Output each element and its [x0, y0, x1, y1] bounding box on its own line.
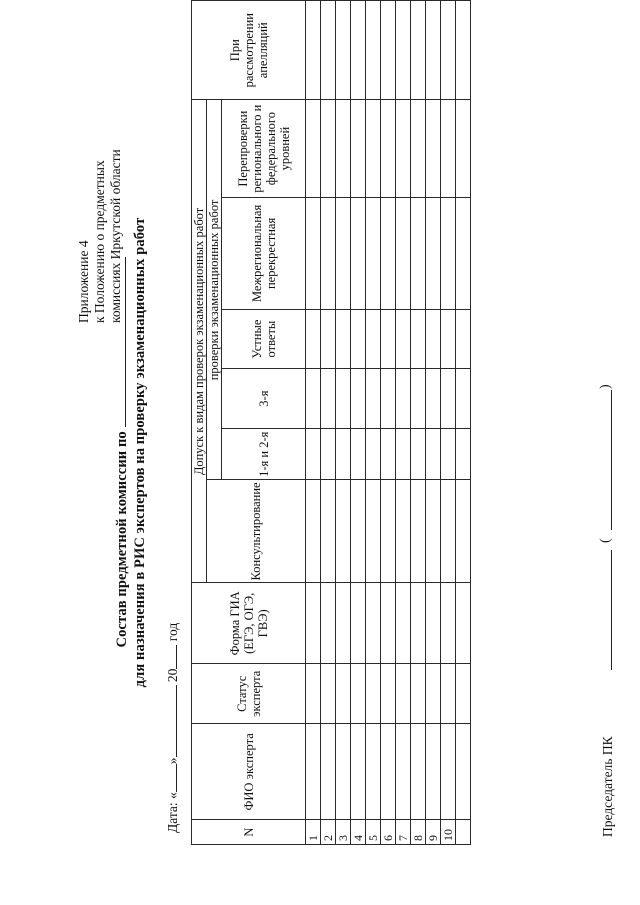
day-blank — [165, 764, 177, 792]
table-cell — [426, 480, 441, 583]
table-cell — [366, 100, 381, 197]
table-cell — [321, 369, 336, 429]
table-cell — [441, 197, 456, 309]
table-cell — [426, 309, 441, 368]
table-cell — [396, 664, 411, 724]
table-row — [321, 1, 336, 845]
table-cell — [306, 100, 321, 197]
table-cell — [306, 480, 321, 583]
col-header-checks: проверки экзаменационных работ — [207, 100, 222, 480]
row-number: 1 — [306, 820, 321, 845]
table-cell — [381, 197, 396, 309]
table-cell — [321, 1, 336, 100]
col-header-admission: Допуск к видам проверок экзаменационных работ — [192, 100, 207, 583]
table-cell — [411, 1, 426, 100]
table-cell — [396, 369, 411, 429]
col-header-rechecks: Перепроверки регионального и федерального уровней — [222, 100, 306, 197]
table-cell — [441, 1, 456, 100]
table-cell — [321, 197, 336, 309]
table-cell — [381, 309, 396, 368]
table-cell — [441, 583, 456, 664]
year-suffix: год — [165, 622, 180, 642]
table-cell — [366, 480, 381, 583]
table-cell — [321, 583, 336, 664]
table-cell — [396, 480, 411, 583]
signature-line — [611, 550, 612, 670]
table-cell — [351, 583, 366, 664]
table-cell — [411, 429, 426, 480]
table-row — [426, 1, 441, 845]
table-cell — [441, 429, 456, 480]
table-cell — [411, 197, 426, 309]
table-cell — [321, 664, 336, 724]
name-paren-close: ) — [598, 384, 613, 389]
table-cell — [306, 724, 321, 820]
subject-blank — [113, 258, 126, 428]
month-blank — [165, 685, 177, 757]
table-cell — [456, 369, 471, 429]
table-row — [411, 1, 426, 845]
col-header-appeals: При рассмотрении апелляций — [192, 1, 306, 100]
row-number — [456, 820, 471, 845]
table-cell — [351, 197, 366, 309]
table-cell — [456, 309, 471, 368]
table-cell — [456, 100, 471, 197]
col-header-consulting: Консультирование — [207, 480, 306, 583]
table-cell — [336, 724, 351, 820]
table-cell — [381, 480, 396, 583]
table-cell — [321, 480, 336, 583]
table-cell — [351, 429, 366, 480]
table-cell — [396, 583, 411, 664]
table-cell — [366, 197, 381, 309]
table-cell — [456, 1, 471, 100]
table-cell — [366, 309, 381, 368]
table-cell — [396, 309, 411, 368]
table-row — [306, 1, 321, 845]
col-header-third: 3-я — [222, 369, 306, 429]
table-cell — [336, 197, 351, 309]
table-cell — [456, 429, 471, 480]
table-row — [456, 1, 471, 845]
name-paren-open: ( — [598, 538, 613, 543]
appendix-number: Приложение 4 — [76, 240, 91, 323]
table-cell — [411, 664, 426, 724]
col-header-oral: Устные ответы — [222, 309, 306, 368]
table-cell — [381, 1, 396, 100]
row-number: 5 — [366, 820, 381, 845]
table-cell — [411, 480, 426, 583]
chairman-label: Председатель ПК — [600, 736, 615, 837]
table-cell — [456, 583, 471, 664]
table-cell — [441, 369, 456, 429]
appendix-reference: к Положению о предметных — [92, 160, 107, 323]
row-number: 8 — [411, 820, 426, 845]
table-cell — [426, 100, 441, 197]
table-cell — [306, 369, 321, 429]
col-header-interregional: Межрегиональная перекрестная — [222, 197, 306, 309]
table-cell — [456, 724, 471, 820]
table-cell — [396, 197, 411, 309]
table-cell — [306, 309, 321, 368]
table-cell — [456, 664, 471, 724]
table-cell — [321, 429, 336, 480]
table-row — [381, 1, 396, 845]
table-cell — [441, 100, 456, 197]
document-subtitle: для назначения в РИС экспертов на проверку экзаменационных работ — [132, 217, 148, 688]
date-line — [165, 623, 181, 833]
table-row — [336, 1, 351, 845]
table-cell — [426, 583, 441, 664]
table-cell — [336, 480, 351, 583]
table-cell — [321, 100, 336, 197]
col-header-first-second: 1-я и 2-я — [222, 429, 306, 480]
table-cell — [351, 724, 366, 820]
row-number: 3 — [336, 820, 351, 845]
table-cell — [441, 480, 456, 583]
name-line — [611, 390, 612, 530]
row-number: 2 — [321, 820, 336, 845]
document-title-text: Состав предметной комиссии по — [114, 431, 130, 648]
table-row — [366, 1, 381, 845]
table-cell — [306, 664, 321, 724]
table-cell — [366, 429, 381, 480]
table-cell — [426, 1, 441, 100]
table-cell — [351, 480, 366, 583]
col-header-fio: ФИО эксперта — [192, 724, 306, 820]
row-number: 10 — [441, 820, 456, 845]
experts-table — [191, 0, 471, 845]
table-cell — [441, 309, 456, 368]
table-cell — [411, 583, 426, 664]
table-body — [306, 1, 471, 845]
table-cell — [306, 429, 321, 480]
table-cell — [336, 369, 351, 429]
table-cell — [381, 664, 396, 724]
table-cell — [411, 100, 426, 197]
table-cell — [381, 369, 396, 429]
table-cell — [426, 664, 441, 724]
table-cell — [336, 309, 351, 368]
table-cell — [336, 429, 351, 480]
table-cell — [426, 197, 441, 309]
table-cell — [366, 664, 381, 724]
date-label: Дата: « — [165, 792, 180, 833]
table-cell — [306, 197, 321, 309]
table-cell — [441, 724, 456, 820]
table-cell — [411, 369, 426, 429]
table-cell — [456, 480, 471, 583]
year-blank — [165, 645, 177, 669]
appendix-reference-cont: комиссиях Иркутской области — [108, 149, 123, 323]
table-cell — [336, 1, 351, 100]
table-cell — [366, 583, 381, 664]
table-cell — [336, 100, 351, 197]
table-cell — [381, 724, 396, 820]
row-number: 7 — [396, 820, 411, 845]
row-number: 6 — [381, 820, 396, 845]
table-cell — [351, 309, 366, 368]
table-cell — [396, 429, 411, 480]
col-header-status: Статус эксперта — [192, 664, 306, 724]
table-cell — [351, 664, 366, 724]
table-cell — [366, 369, 381, 429]
table-cell — [441, 664, 456, 724]
table-cell — [351, 369, 366, 429]
table-cell — [381, 429, 396, 480]
table-cell — [396, 1, 411, 100]
table-row — [351, 1, 366, 845]
table-cell — [456, 197, 471, 309]
table-cell — [336, 664, 351, 724]
table-cell — [366, 724, 381, 820]
table-cell — [306, 583, 321, 664]
col-header-form: Форма ГИА (ЕГЭ, ОГЭ, ГВЭ) — [192, 583, 306, 664]
table-cell — [396, 100, 411, 197]
table-cell — [366, 1, 381, 100]
table-cell — [336, 583, 351, 664]
row-number: 4 — [351, 820, 366, 845]
col-header-n: N — [192, 820, 306, 845]
table-cell — [426, 429, 441, 480]
row-number: 9 — [426, 820, 441, 845]
year-prefix: 20 — [165, 668, 180, 683]
table-cell — [411, 724, 426, 820]
table-cell — [426, 724, 441, 820]
table-cell — [321, 309, 336, 368]
table-cell — [351, 1, 366, 100]
table-cell — [426, 369, 441, 429]
document-title — [113, 0, 131, 905]
table-cell — [411, 309, 426, 368]
table-row — [396, 1, 411, 845]
table-cell — [381, 583, 396, 664]
date-close-quote: » — [165, 757, 180, 765]
table-cell — [321, 724, 336, 820]
table-cell — [381, 100, 396, 197]
table-row — [441, 1, 456, 845]
table-cell — [306, 1, 321, 100]
table-cell — [396, 724, 411, 820]
table-cell — [351, 100, 366, 197]
